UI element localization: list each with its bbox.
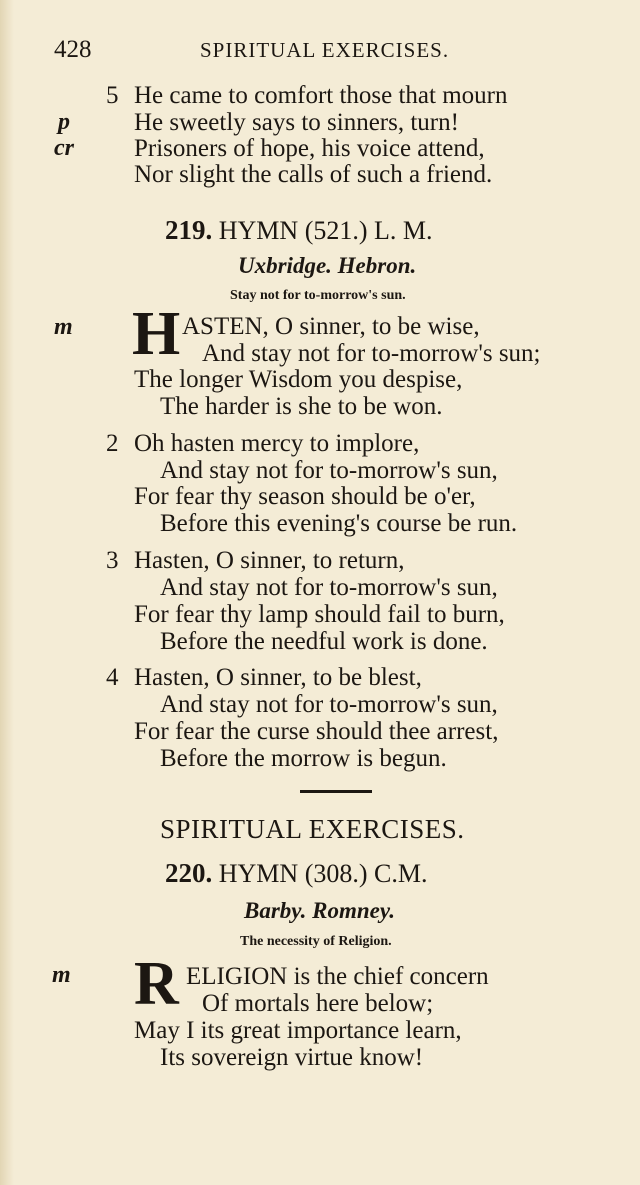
verse-line: ASTEN, O sinner, to be wise, [182, 313, 480, 340]
verse-line: For fear the curse should thee arrest, [134, 718, 499, 745]
verse-line: And stay not for to-morrow's sun, [160, 574, 498, 601]
hymn-subject: Stay not for to-morrow's sun. [230, 288, 406, 303]
verse-line: Before the needful work is done. [160, 628, 488, 655]
verse-line: Hasten, O sinner, to return, [134, 547, 405, 574]
verse-line: Before the morrow is begun. [160, 745, 447, 772]
drop-cap: R [134, 950, 179, 1018]
verse-line: Hasten, O sinner, to be blest, [134, 664, 422, 691]
verse-line: Its sovereign virtue know! [160, 1044, 424, 1071]
page-number: 428 [54, 36, 92, 63]
verse-line: For fear thy season should be o'er, [134, 483, 476, 510]
section-divider [300, 790, 372, 793]
drop-cap: H [132, 300, 181, 368]
verse-line: Before this evening's course be run. [160, 510, 518, 537]
hymn-number: 220. [165, 858, 213, 888]
verse-line: The longer Wisdom you despise, [134, 366, 463, 393]
stanza-number: 2 [106, 430, 119, 457]
stanza-number: 4 [106, 664, 119, 691]
tune-names: Barby. Romney. [244, 898, 395, 923]
verse-line: He came to comfort those that mourn [134, 82, 508, 109]
verse-line: And stay not for to-morrow's sun, [160, 457, 498, 484]
verse-line: And stay not for to-morrow's sun, [160, 691, 498, 718]
hymn-meter: HYMN (521.) L. M. [218, 216, 433, 245]
verse-line: For fear thy lamp should fail to burn, [134, 601, 505, 628]
verse-line: Prisoners of hope, his voice attend, [134, 135, 485, 162]
stanza-number: 3 [106, 547, 119, 574]
verse-line: Of mortals here below; [202, 990, 434, 1017]
hymn-subject: The necessity of Religion. [240, 934, 392, 949]
verse-line: Oh hasten mercy to implore, [134, 430, 420, 457]
hymn-meter: HYMN (308.) C.M. [218, 859, 428, 888]
dynamic-mark: p [58, 109, 70, 135]
dynamic-mark: cr [54, 135, 74, 161]
page-edge-shadow [0, 0, 14, 1185]
stanza-number: 5 [106, 82, 119, 109]
tune-names: Uxbridge. Hebron. [238, 253, 417, 278]
verse-line: May I its great importance learn, [134, 1017, 462, 1044]
hymn-heading [165, 858, 427, 889]
section-title: SPIRITUAL EXERCISES. [160, 814, 465, 844]
verse-line: And stay not for to-morrow's sun; [202, 340, 541, 367]
hymn-number: 219. [165, 215, 213, 245]
dynamic-mark: m [54, 314, 73, 340]
verse-line: ELIGION is the chief concern [186, 963, 489, 990]
verse-line: He sweetly says to sinners, turn! [134, 109, 459, 136]
verse-line: The harder is she to be won. [160, 393, 443, 420]
verse-line: Nor slight the calls of such a friend. [134, 161, 493, 188]
hymn-heading [165, 215, 433, 246]
running-title: SPIRITUAL EXERCISES. [200, 38, 450, 62]
dynamic-mark: m [52, 962, 71, 988]
